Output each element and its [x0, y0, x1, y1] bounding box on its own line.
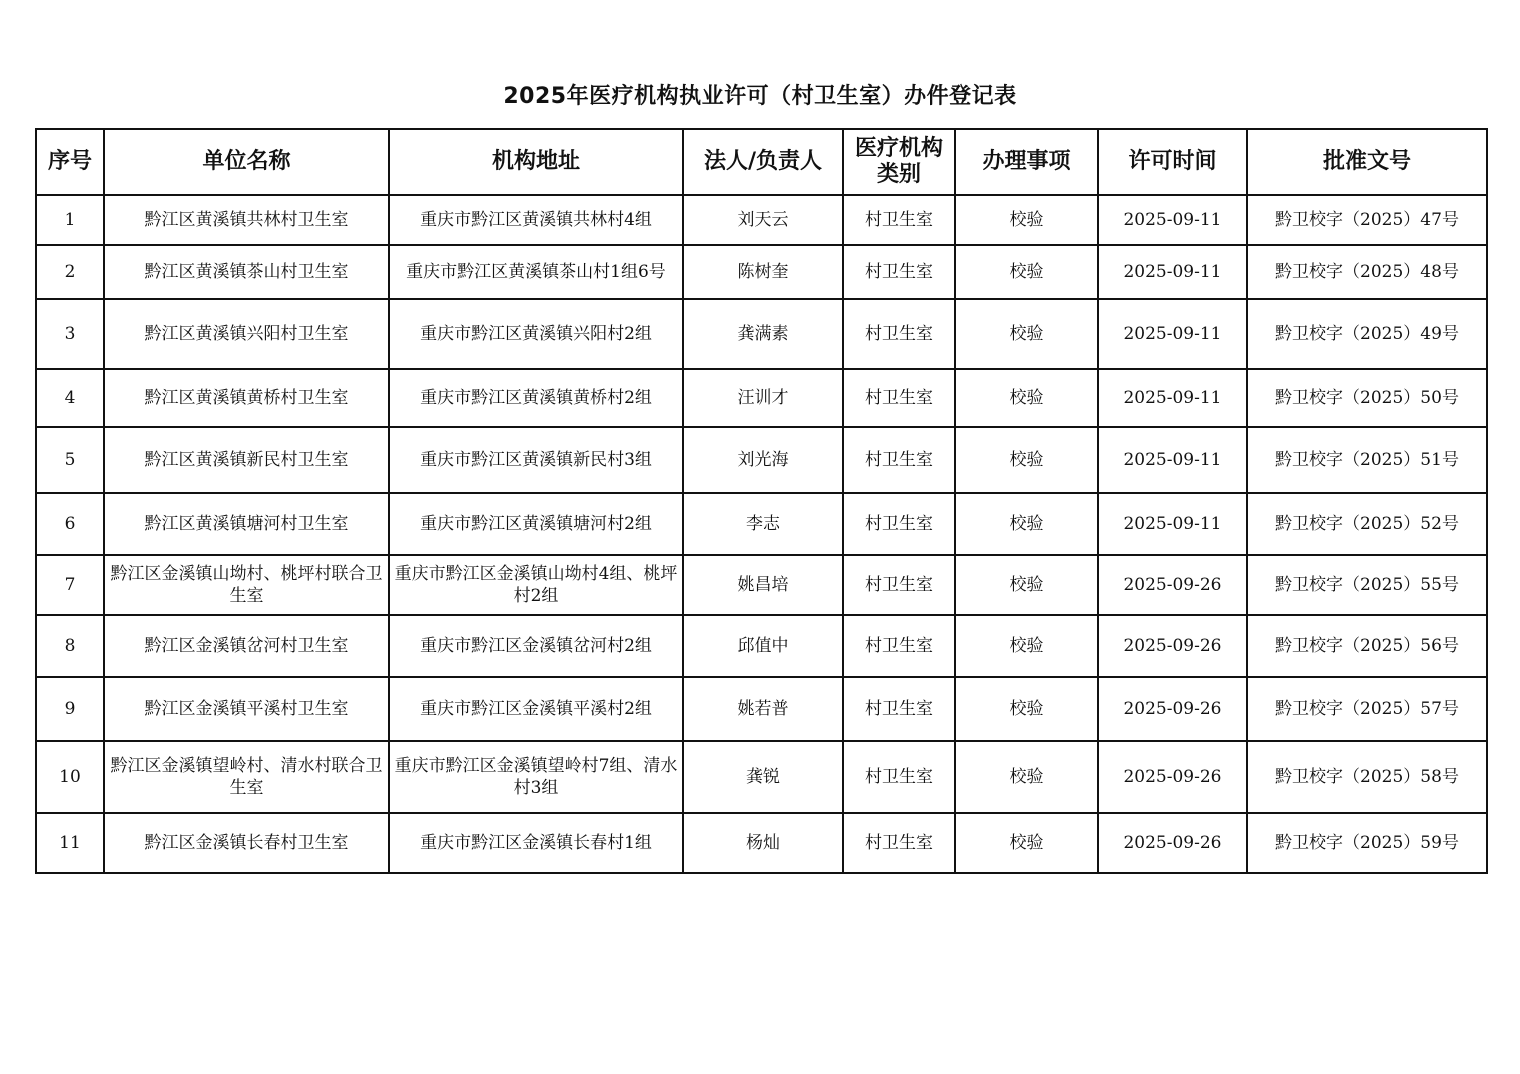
cell-serial-no: 3: [36, 299, 104, 369]
cell-category: 村卫生室: [843, 299, 955, 369]
cell-serial-no: 7: [36, 555, 104, 615]
table-row: [36, 427, 1487, 493]
cell-serial-no: 1: [36, 195, 104, 245]
cell-permit-date: 2025-09-11: [1098, 245, 1247, 299]
cell-legal-person: 姚昌培: [683, 555, 843, 615]
cell-serial-no: 8: [36, 615, 104, 677]
cell-handling-item: 校验: [955, 555, 1098, 615]
cell-legal-person: 姚若普: [683, 677, 843, 741]
cell-address: 重庆市黔江区金溪镇山坳村4组、桃坪村2组: [389, 555, 683, 615]
cell-category: 村卫生室: [843, 427, 955, 493]
cell-serial-no: 2: [36, 245, 104, 299]
cell-category: 村卫生室: [843, 677, 955, 741]
cell-handling-item: 校验: [955, 195, 1098, 245]
cell-address: 重庆市黔江区金溪镇平溪村2组: [389, 677, 683, 741]
cell-unit-name: 黔江区金溪镇山坳村、桃坪村联合卫生室: [104, 555, 389, 615]
cell-category: 村卫生室: [843, 369, 955, 427]
cell-legal-person: 邱值中: [683, 615, 843, 677]
cell-unit-name: 黔江区金溪镇望岭村、清水村联合卫生室: [104, 741, 389, 813]
header-unit-name: 单位名称: [104, 129, 389, 195]
cell-category: 村卫生室: [843, 555, 955, 615]
cell-handling-item: 校验: [955, 299, 1098, 369]
table-row: [36, 813, 1487, 873]
cell-approval-number: 黔卫校字（2025）59号: [1247, 813, 1487, 873]
cell-category: 村卫生室: [843, 615, 955, 677]
cell-legal-person: 龚满素: [683, 299, 843, 369]
cell-address: 重庆市黔江区黄溪镇塘河村2组: [389, 493, 683, 555]
cell-approval-number: 黔卫校字（2025）57号: [1247, 677, 1487, 741]
cell-approval-number: 黔卫校字（2025）58号: [1247, 741, 1487, 813]
cell-permit-date: 2025-09-26: [1098, 813, 1247, 873]
document-title: 2025年医疗机构执业许可（村卫生室）办件登记表: [503, 84, 1017, 109]
cell-permit-date: 2025-09-11: [1098, 299, 1247, 369]
cell-category: 村卫生室: [843, 245, 955, 299]
cell-permit-date: 2025-09-26: [1098, 677, 1247, 741]
cell-approval-number: 黔卫校字（2025）47号: [1247, 195, 1487, 245]
cell-approval-number: 黔卫校字（2025）50号: [1247, 369, 1487, 427]
cell-unit-name: 黔江区黄溪镇黄桥村卫生室: [104, 369, 389, 427]
cell-unit-name: 黔江区黄溪镇新民村卫生室: [104, 427, 389, 493]
cell-legal-person: 李志: [683, 493, 843, 555]
cell-legal-person: 刘光海: [683, 427, 843, 493]
cell-handling-item: 校验: [955, 427, 1098, 493]
cell-handling-item: 校验: [955, 741, 1098, 813]
cell-address: 重庆市黔江区黄溪镇共林村4组: [389, 195, 683, 245]
cell-category: 村卫生室: [843, 195, 955, 245]
cell-serial-no: 5: [36, 427, 104, 493]
header-address: 机构地址: [389, 129, 683, 195]
cell-permit-date: 2025-09-26: [1098, 555, 1247, 615]
header-approval-number: 批准文号: [1247, 129, 1487, 195]
cell-serial-no: 11: [36, 813, 104, 873]
cell-legal-person: 汪训才: [683, 369, 843, 427]
cell-unit-name: 黔江区黄溪镇共林村卫生室: [104, 195, 389, 245]
cell-approval-number: 黔卫校字（2025）48号: [1247, 245, 1487, 299]
header-legal-person: 法人/负责人: [683, 129, 843, 195]
cell-approval-number: 黔卫校字（2025）56号: [1247, 615, 1487, 677]
table-header-row: [36, 129, 1487, 195]
header-handling-item: 办理事项: [955, 129, 1098, 195]
cell-category: 村卫生室: [843, 493, 955, 555]
header-permit-date: 许可时间: [1098, 129, 1247, 195]
cell-unit-name: 黔江区黄溪镇茶山村卫生室: [104, 245, 389, 299]
table-row: [36, 741, 1487, 813]
cell-unit-name: 黔江区黄溪镇塘河村卫生室: [104, 493, 389, 555]
cell-address: 重庆市黔江区黄溪镇新民村3组: [389, 427, 683, 493]
cell-unit-name: 黔江区黄溪镇兴阳村卫生室: [104, 299, 389, 369]
cell-address: 重庆市黔江区金溪镇长春村1组: [389, 813, 683, 873]
cell-handling-item: 校验: [955, 813, 1098, 873]
table-body: [36, 195, 1487, 873]
cell-permit-date: 2025-09-11: [1098, 427, 1247, 493]
header-serial-no: 序号: [36, 129, 104, 195]
table-row: [36, 615, 1487, 677]
cell-address: 重庆市黔江区金溪镇岔河村2组: [389, 615, 683, 677]
table-row: [36, 299, 1487, 369]
registration-table: [35, 128, 1488, 874]
table-row: [36, 493, 1487, 555]
cell-permit-date: 2025-09-11: [1098, 369, 1247, 427]
cell-address: 重庆市黔江区黄溪镇黄桥村2组: [389, 369, 683, 427]
table-row: [36, 245, 1487, 299]
cell-handling-item: 校验: [955, 493, 1098, 555]
table-row: [36, 369, 1487, 427]
cell-unit-name: 黔江区金溪镇长春村卫生室: [104, 813, 389, 873]
cell-address: 重庆市黔江区金溪镇望岭村7组、清水村3组: [389, 741, 683, 813]
cell-permit-date: 2025-09-11: [1098, 493, 1247, 555]
cell-unit-name: 黔江区金溪镇岔河村卫生室: [104, 615, 389, 677]
cell-handling-item: 校验: [955, 615, 1098, 677]
header-category: 医疗机构类别: [843, 129, 955, 195]
cell-permit-date: 2025-09-26: [1098, 615, 1247, 677]
table-row: [36, 555, 1487, 615]
cell-serial-no: 6: [36, 493, 104, 555]
cell-legal-person: 龚锐: [683, 741, 843, 813]
cell-handling-item: 校验: [955, 369, 1098, 427]
cell-serial-no: 9: [36, 677, 104, 741]
cell-approval-number: 黔卫校字（2025）49号: [1247, 299, 1487, 369]
cell-permit-date: 2025-09-26: [1098, 741, 1247, 813]
cell-legal-person: 杨灿: [683, 813, 843, 873]
cell-handling-item: 校验: [955, 677, 1098, 741]
cell-category: 村卫生室: [843, 813, 955, 873]
cell-serial-no: 4: [36, 369, 104, 427]
cell-unit-name: 黔江区金溪镇平溪村卫生室: [104, 677, 389, 741]
cell-handling-item: 校验: [955, 245, 1098, 299]
cell-address: 重庆市黔江区黄溪镇兴阳村2组: [389, 299, 683, 369]
cell-approval-number: 黔卫校字（2025）52号: [1247, 493, 1487, 555]
cell-approval-number: 黔卫校字（2025）55号: [1247, 555, 1487, 615]
cell-category: 村卫生室: [843, 741, 955, 813]
cell-permit-date: 2025-09-11: [1098, 195, 1247, 245]
cell-legal-person: 刘天云: [683, 195, 843, 245]
cell-address: 重庆市黔江区黄溪镇茶山村1组6号: [389, 245, 683, 299]
cell-approval-number: 黔卫校字（2025）51号: [1247, 427, 1487, 493]
table-row: [36, 677, 1487, 741]
cell-legal-person: 陈树奎: [683, 245, 843, 299]
cell-serial-no: 10: [36, 741, 104, 813]
table-row: [36, 195, 1487, 245]
